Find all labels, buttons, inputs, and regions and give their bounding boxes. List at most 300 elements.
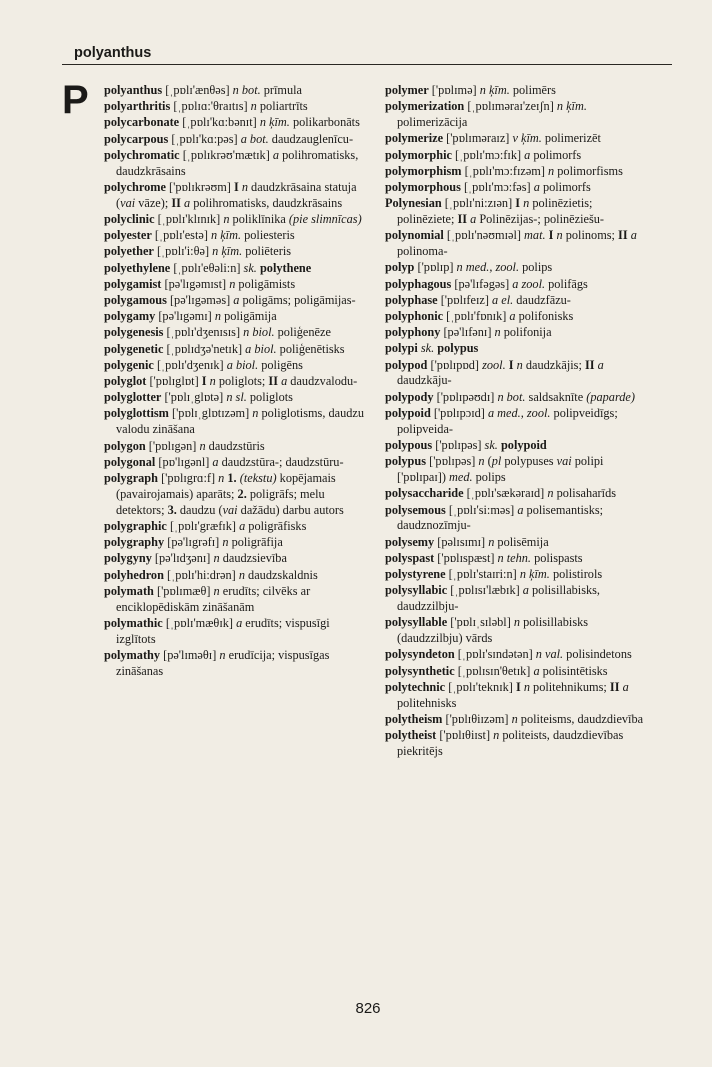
- dictionary-entry: [104, 293, 371, 309]
- dictionary-entry: [104, 584, 371, 616]
- pronunciation: ['pɒlɪθiɪst]: [439, 728, 491, 743]
- headword: polygyny: [104, 551, 152, 566]
- grammar-label: vai: [120, 195, 136, 210]
- definition-text: poligrāfisks: [245, 519, 307, 533]
- definition-text: daudzu (: [176, 502, 223, 517]
- grammar-label: sk.: [420, 341, 435, 356]
- definition-text: daudzkrāsaina statuja (: [116, 179, 357, 210]
- grammar-label: a: [630, 228, 637, 243]
- dictionary-entry: [104, 99, 371, 115]
- sense-marker: II: [171, 195, 181, 210]
- dictionary-entry: [104, 132, 371, 148]
- headword: polycarpous: [104, 131, 169, 146]
- dictionary-entry: [385, 180, 652, 196]
- pronunciation: ['pɒlɪˌglɒtɪzəm]: [171, 406, 250, 421]
- grammar-label: n sl.: [226, 390, 247, 405]
- headword: polymorphic: [385, 147, 452, 162]
- grammar-label: n val.: [535, 647, 564, 662]
- definition-text: polimorfs: [539, 179, 591, 194]
- pronunciation: [ˌpɒlɪ'i:θə]: [156, 244, 210, 259]
- headword: polychrome: [104, 179, 166, 194]
- definition-text: poligēns: [258, 357, 303, 372]
- grammar-label: n: [548, 163, 555, 178]
- grammar-label: n: [516, 357, 523, 372]
- definition-text: polisēmija: [494, 534, 549, 549]
- headword: polyglotter: [104, 390, 162, 405]
- pronunciation: ['pɒlɪməraɪz]: [446, 131, 510, 146]
- definition-text: polisemantisks; daudznozīmju-: [397, 502, 604, 533]
- definition-text: poliartrīts: [256, 99, 308, 114]
- grammar-label: n: [556, 228, 563, 243]
- grammar-label: a el.: [492, 292, 514, 307]
- headword: polyspast: [385, 550, 435, 565]
- pronunciation: [ˌpɒlɪ'kɑ:pəs]: [171, 131, 238, 146]
- grammar-label: n tehn.: [497, 550, 531, 565]
- grammar-label: n: [493, 728, 500, 743]
- pronunciation: [pə'lɪfəgəs]: [454, 276, 510, 291]
- grammar-label: a: [233, 293, 240, 308]
- sense-marker: II: [457, 212, 468, 227]
- definition-text: prīmula: [260, 83, 303, 97]
- dictionary-entry: [104, 616, 371, 648]
- dictionary-entry: [385, 309, 652, 325]
- headword: polymorphous: [385, 179, 461, 194]
- headword: polymathy: [104, 648, 161, 663]
- grammar-label: n ķīm.: [479, 83, 510, 97]
- definition-text: polisintētisks: [539, 663, 608, 678]
- grammar-label: zool.: [482, 357, 506, 372]
- grammar-label: (pie slimnīcas): [288, 212, 362, 227]
- pronunciation: [ˌpɒlɪ'kɑ:bənɪt]: [182, 115, 257, 130]
- pronunciation: ['pɒlɪpɔɪd]: [433, 405, 485, 420]
- grammar-label: a: [522, 583, 529, 598]
- definition-text: polisindetons: [563, 647, 632, 662]
- definition-text: daudzskaldnis: [244, 567, 318, 582]
- headword: polymerization: [385, 99, 465, 114]
- dictionary-entry: [104, 390, 371, 406]
- pronunciation: [ˌpɒlɪ'dʒenɪk]: [156, 357, 224, 372]
- grammar-label: a: [236, 615, 243, 630]
- definition-text: polypuses: [501, 454, 557, 469]
- grammar-label: a: [272, 147, 280, 162]
- headword: polyhedron: [104, 567, 164, 582]
- pronunciation: [ˌpɒlɪdʒə'netɪk]: [166, 341, 243, 356]
- headword: polyphase: [385, 292, 438, 307]
- dictionary-entry: [385, 341, 652, 357]
- definition-text: politehnisks: [397, 695, 457, 710]
- dictionary-entry: [385, 486, 652, 502]
- grammar-label: n ķīm.: [259, 115, 290, 130]
- grammar-label: a: [517, 502, 524, 517]
- definition-text: polifonisks: [515, 308, 574, 323]
- pronunciation: [pə'lɪgrəfɪ]: [167, 535, 220, 550]
- definition-text: polipveidīgs; polipveida-: [397, 405, 618, 436]
- grammar-label: n: [199, 438, 206, 453]
- headword: polytheism: [385, 711, 443, 726]
- headword: polygraph: [104, 470, 158, 485]
- pronunciation: [ˌpɒlɪ'sækəraɪd]: [466, 486, 545, 501]
- pronunciation: [ˌpɒlɪkrəʊ'mætɪk]: [182, 147, 270, 162]
- grammar-label: n: [494, 325, 501, 340]
- sense-marker: I: [548, 228, 554, 243]
- dictionary-entry: [104, 358, 371, 374]
- definition-text: erudīts; vispusīgi izglītots: [116, 615, 330, 646]
- headword: polygraphic: [104, 519, 167, 533]
- dictionary-entry: [385, 325, 652, 341]
- sense-marker: 3.: [167, 502, 177, 517]
- grammar-label: a: [597, 357, 604, 372]
- definition-text: polimērs: [509, 83, 556, 97]
- definition-text: daudzsievība: [219, 551, 287, 566]
- dictionary-entry: [385, 260, 652, 276]
- pronunciation: ['pɒlɪfeɪz]: [440, 292, 489, 307]
- headword: polymathic: [104, 615, 163, 630]
- pronunciation: ['pɒlɪgrɑ:f]: [161, 470, 216, 485]
- headword: Polynesian: [385, 196, 442, 211]
- dictionary-entry: [104, 244, 371, 260]
- pronunciation: [ˌpɒlɪsɪn'θetɪk]: [457, 663, 531, 678]
- headword: polyarthritis: [104, 99, 171, 114]
- pronunciation: ['pɒlɪkrəʊm]: [169, 179, 231, 194]
- definition-text: poliglots: [246, 390, 293, 405]
- definition-text: poliģenētisks: [276, 341, 345, 356]
- pronunciation: ['pɒlɪmæθ]: [156, 583, 211, 598]
- headword: polygon: [104, 438, 146, 453]
- grammar-label: (tekstu): [239, 470, 277, 485]
- definition-text: poligāms; poligāmijas-: [239, 293, 356, 308]
- dictionary-entry: [104, 325, 371, 341]
- definition-text: daudzstūris: [205, 438, 265, 453]
- sense-marker: polypus: [437, 341, 479, 356]
- definition-text: polispasts: [531, 550, 583, 565]
- dictionary-entry: [104, 568, 371, 584]
- pronunciation: [ˌpɒlɪ'mɔ:fəs]: [463, 179, 531, 194]
- grammar-label: n ķīm.: [519, 567, 550, 582]
- headword: polysynthetic: [385, 663, 455, 678]
- definition-text: dažādu) darbu autors: [237, 502, 344, 517]
- grammar-label: a: [183, 195, 191, 210]
- definition-text: (: [484, 454, 492, 469]
- pronunciation: [ˌpɒlɪ'dʒenɪsɪs]: [166, 325, 241, 340]
- definition-text: daudzkāju-: [397, 373, 452, 388]
- dictionary-entry: [104, 309, 371, 325]
- grammar-label: med.: [449, 470, 473, 485]
- grammar-label: n: [222, 535, 229, 550]
- grammar-label: n med., zool.: [456, 260, 520, 275]
- dictionary-entry: [385, 148, 652, 164]
- sense-marker: II: [584, 357, 595, 372]
- dictionary-entry: [385, 664, 652, 680]
- headword: polypod: [385, 357, 428, 372]
- pronunciation: ['pɒlɪpəs]: [435, 437, 482, 452]
- dictionary-entry: [385, 615, 652, 647]
- dictionary-entry: [385, 712, 652, 728]
- dictionary-entry: [385, 438, 652, 454]
- pronunciation: [ˌpɒlɪ'estə]: [154, 228, 208, 243]
- definition-text: poligrāfs; melu detektors;: [116, 486, 325, 517]
- definition-text: poliklīnika: [229, 212, 289, 227]
- pronunciation: ['pɒlɪˌsɪləbl]: [450, 615, 511, 630]
- grammar-label: n ķīm.: [556, 99, 587, 114]
- definition-text: poliglots;: [215, 374, 269, 389]
- grammar-label: n: [523, 196, 530, 211]
- grammar-label: vai: [556, 454, 572, 469]
- grammar-label: n: [219, 648, 226, 663]
- pronunciation: ['pɒlɪmə]: [431, 83, 477, 97]
- grammar-label: n: [250, 99, 257, 114]
- dictionary-entry: [104, 471, 371, 519]
- headword: polygamous: [104, 293, 167, 308]
- definition-text: poligāmija: [221, 309, 277, 324]
- grammar-label: a: [524, 147, 531, 162]
- grammar-label: vai: [222, 502, 238, 517]
- grammar-label: a bot.: [240, 131, 269, 146]
- headword: polymorphism: [385, 163, 462, 178]
- definition-text: poliēteris: [242, 244, 292, 259]
- dictionary-entry: [385, 358, 652, 390]
- headword: polypus: [385, 454, 427, 469]
- left-column: [104, 83, 371, 680]
- pronunciation: [ˌpɒlɪsɪ'læbɪk]: [450, 583, 520, 598]
- dictionary-entry: [104, 277, 371, 293]
- definition-text: Polinēzijas-; polinēziešu-: [476, 212, 604, 227]
- dictionary-entry: [385, 551, 652, 567]
- definition-text: erudīts; cilvēks ar enciklopēdiskām zināšanām: [116, 583, 311, 614]
- headword: polygenetic: [104, 341, 164, 356]
- dictionary-entry: [104, 180, 371, 212]
- grammar-label: a: [281, 374, 288, 389]
- grammar-label: a zool.: [512, 276, 546, 291]
- grammar-label: n: [513, 615, 521, 630]
- definition-text: daudzstūra-; daudzstūru-: [218, 454, 344, 469]
- grammar-label: a: [533, 663, 540, 678]
- grammar-label: n: [478, 454, 485, 469]
- grammar-label: n: [213, 551, 220, 566]
- definition-text: kopējamais (pavairojamais) aparāts;: [116, 470, 336, 501]
- headword: polycarbonate: [104, 115, 180, 130]
- dictionary-entry: [104, 342, 371, 358]
- grammar-label: sk.: [243, 260, 257, 275]
- sense-marker: polypoid: [500, 437, 547, 452]
- headword: polyethylene: [104, 260, 171, 275]
- grammar-label: n: [238, 567, 245, 582]
- definition-text: poliģenēze: [274, 325, 331, 340]
- grammar-label: a biol.: [245, 341, 277, 356]
- sense-marker: I: [508, 357, 514, 372]
- definition-text: daudzkājis;: [522, 357, 585, 372]
- sense-marker: I: [515, 679, 521, 694]
- grammar-label: n: [209, 374, 216, 389]
- dictionary-entry: [104, 261, 371, 277]
- dictionary-entry: [385, 647, 652, 663]
- pronunciation: [ˌpɒlɪ'fɒnɪk]: [446, 308, 507, 323]
- pronunciation: [ˌpɒlɪməraɪ'zeɪʃn]: [467, 99, 554, 114]
- headword: polysemy: [385, 534, 435, 549]
- dictionary-entry: [104, 83, 371, 99]
- definition-text: polips: [472, 470, 506, 485]
- grammar-label: sk.: [484, 437, 498, 452]
- dictionary-entry: [104, 115, 371, 131]
- dictionary-entry: [385, 583, 652, 615]
- headword: polyanthus: [104, 83, 163, 97]
- dictionary-entry: [385, 196, 652, 228]
- definition-text: polisillabisks (daudzzilbju) vārds: [397, 615, 589, 646]
- grammar-label: a biol.: [226, 357, 259, 372]
- dictionary-entry: [104, 439, 371, 455]
- headword: polymerize: [385, 131, 444, 146]
- grammar-label: n ķīm.: [212, 244, 243, 259]
- definition-text: polisaharīds: [553, 486, 616, 501]
- sense-marker: II: [609, 679, 620, 694]
- definition-text: polihromatisks, daudzkrāsains: [190, 195, 343, 210]
- definition-text: politeisms, daudzdievība: [517, 711, 644, 726]
- section-letter: P: [62, 78, 89, 122]
- header-rule: [62, 64, 672, 65]
- grammar-label: n ķīm.: [211, 228, 242, 243]
- definition-text: polinoma-: [397, 244, 448, 259]
- definition-text: daudzfāzu-: [513, 292, 571, 307]
- grammar-label: n biol.: [243, 325, 275, 340]
- dictionary-entry: [104, 212, 371, 228]
- dictionary-entry: [385, 131, 652, 147]
- grammar-label: n bot.: [497, 389, 526, 404]
- pronunciation: ['pɒlɪp]: [417, 260, 454, 275]
- headword: polytechnic: [385, 679, 446, 694]
- dictionary-entry: [104, 551, 371, 567]
- dictionary-entry: [385, 680, 652, 712]
- grammar-label: v ķīm.: [512, 131, 542, 146]
- headword: polychromatic: [104, 147, 180, 162]
- dictionary-entry: [385, 277, 652, 293]
- sense-marker: I: [201, 374, 207, 389]
- dictionary-entry: [104, 406, 371, 438]
- definition-text: poligrāfija: [228, 535, 283, 550]
- pronunciation: [pə'lɪfənɪ]: [443, 325, 492, 340]
- grammar-label: a: [509, 308, 516, 323]
- pronunciation: [ˌpɒlɪ'staɪri:n]: [448, 567, 517, 582]
- pronunciation: [pɒ'lɪgənl]: [158, 454, 210, 469]
- dictionary-entry: [385, 99, 652, 131]
- sense-marker: polythene: [259, 260, 312, 275]
- dictionary-entry: [385, 164, 652, 180]
- grammar-label: n: [229, 276, 236, 291]
- sense-marker: I: [233, 179, 239, 194]
- headword: polygenesis: [104, 325, 164, 340]
- grammar-label: mat.: [524, 228, 546, 243]
- headword: polyglot: [104, 374, 147, 389]
- grammar-label: n bot.: [232, 83, 261, 97]
- headword: polypi: [385, 341, 418, 356]
- headword: polysemous: [385, 502, 446, 517]
- headword: polygamy: [104, 309, 156, 324]
- headword: polypody: [385, 389, 434, 404]
- dictionary-entry: [385, 228, 652, 260]
- dictionary-entry: [385, 390, 652, 406]
- headword: polymath: [104, 583, 154, 598]
- pronunciation: ['pɒlɪpəs]: [429, 454, 476, 469]
- grammar-label: a med., zool.: [487, 405, 551, 420]
- headword: polypoid: [385, 405, 431, 420]
- dictionary-entry: [104, 519, 371, 535]
- definition-text: poliesteris: [241, 228, 295, 243]
- definition-text: vāze);: [135, 195, 172, 210]
- headword: polytheist: [385, 728, 437, 743]
- definition-text: polimorfs: [530, 147, 582, 162]
- grammar-label: n: [223, 212, 230, 227]
- definition-text: daudzauglenīcu-: [268, 131, 354, 146]
- pronunciation: [pə'lɪməθɪ]: [163, 648, 217, 663]
- dictionary-entry: [385, 454, 652, 486]
- pronunciation: [ˌpɒlɪ'ænθəs]: [165, 83, 230, 97]
- definition-text: polistirols: [549, 567, 603, 582]
- definition-text: polikarbonāts: [289, 115, 360, 130]
- sense-marker: 2.: [237, 486, 247, 501]
- pronunciation: ['pɒlɪpəʊdɪ]: [436, 389, 495, 404]
- pronunciation: [ˌpɒlɪ'nəʊmɪəl]: [446, 228, 521, 243]
- grammar-label: a: [533, 179, 540, 194]
- definition-text: polimorfisms: [554, 163, 623, 178]
- grammar-label: n: [214, 309, 221, 324]
- grammar-label: n: [488, 534, 495, 549]
- definition-text: polihromatisks, daudzkrāsains: [116, 147, 359, 178]
- grammar-label: n: [213, 583, 220, 598]
- definition-text: polimerizēt: [541, 131, 601, 146]
- pronunciation: [ˌpɒlɪ'mɔ:fɪzəm]: [464, 163, 545, 178]
- pronunciation: ['pɒlɪgən]: [148, 438, 197, 453]
- pronunciation: [ˌpɒlɪ'mæθɪk]: [165, 615, 233, 630]
- dictionary-entry: [104, 535, 371, 551]
- pronunciation: ['pɒlɪθiɪzəm]: [445, 711, 509, 726]
- definition-text: politehnikums;: [529, 679, 610, 694]
- dictionary-entry: [385, 293, 652, 309]
- definition-text: poligāmists: [235, 276, 296, 291]
- grammar-label: n: [252, 406, 259, 421]
- headword: polygenic: [104, 357, 154, 372]
- definition-text: polifāgs: [545, 276, 588, 291]
- headword: polyp: [385, 260, 415, 275]
- definition-text: saldsaknīte: [525, 389, 587, 404]
- definition-text: polipi ['pɒlɪpaɪ]): [397, 454, 604, 485]
- grammar-label: n: [547, 486, 554, 501]
- grammar-label: (paparde): [586, 389, 635, 404]
- grammar-label: n: [241, 179, 248, 194]
- headword: polyphonic: [385, 308, 444, 323]
- grammar-label: a: [239, 519, 246, 533]
- pronunciation: [ˌpɒlɪ'ni:zɪən]: [444, 196, 513, 211]
- headword: polygraphy: [104, 535, 165, 550]
- headword: polypous: [385, 437, 433, 452]
- pronunciation: ['pɒlɪglɒt]: [149, 374, 199, 389]
- pronunciation: ['pɒlɪˌglɒtə]: [164, 390, 224, 405]
- headword: polysyllabic: [385, 583, 448, 598]
- grammar-label: a: [212, 454, 219, 469]
- sense-marker: 1.: [227, 470, 237, 485]
- sense-marker: II: [268, 374, 278, 389]
- headword: polyclinic: [104, 212, 155, 227]
- pronunciation: [ˌpɒlɪ'hi:drən]: [167, 567, 236, 582]
- guide-word: polyanthus: [74, 45, 152, 61]
- pronunciation: [pə'lɪgəmɪ]: [158, 309, 212, 324]
- dictionary-entry: [104, 148, 371, 180]
- dictionary-entry: [104, 374, 371, 390]
- headword: polygamist: [104, 276, 162, 291]
- grammar-label: n: [523, 679, 530, 694]
- definition-text: polinoms;: [562, 228, 619, 243]
- grammar-label: a: [622, 679, 629, 694]
- pronunciation: [ˌpɒlɪ'mɔ:fɪk]: [455, 147, 522, 162]
- pronunciation: [ˌpɒlɪ'eθəli:n]: [173, 260, 241, 275]
- dictionary-entry: [104, 648, 371, 680]
